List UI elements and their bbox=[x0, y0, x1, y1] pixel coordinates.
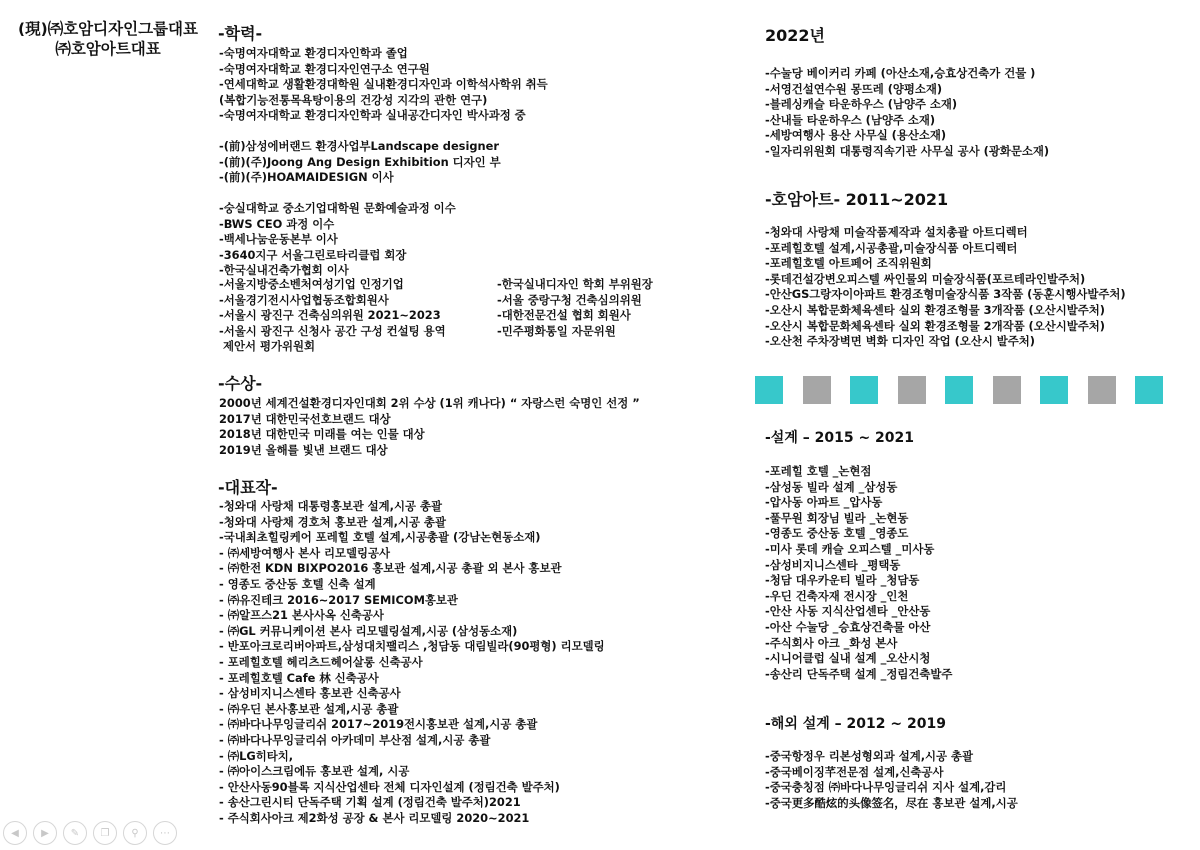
role-item: -서울지방중소벤처여성기업 인정기업 bbox=[219, 277, 404, 291]
roles-left-column bbox=[219, 277, 446, 355]
work-item: - ㈜LG히타치, bbox=[219, 748, 294, 763]
decorative-square bbox=[755, 376, 783, 404]
decorative-square bbox=[850, 376, 878, 404]
role-item: -민주평화통일 자문위원 bbox=[497, 323, 616, 338]
education-item: -연세대학교 생활환경대학원 실내환경디자인과 이학석사학위 취득 bbox=[219, 77, 548, 92]
design-item: -우딘 건축자재 전시장 _인천 bbox=[765, 588, 909, 603]
overseas-item: -중국항정우 리본성형외과 설계,시공 총괄 bbox=[765, 749, 974, 763]
decorative-square bbox=[1088, 376, 1116, 404]
education-item: -숙명여자대학교 환경디자인학과 실내공간디자인 박사과정 중 bbox=[219, 108, 526, 123]
roles-right-column bbox=[497, 277, 653, 339]
work-item: - ㈜아이스크림에듀 홍보관 설계, 시공 bbox=[219, 764, 410, 779]
role-item: -서울 중랑구청 건축심의위원 bbox=[497, 292, 642, 307]
project-2022-item: -블레싱캐슬 타운하우스 (남양주 소재) bbox=[765, 97, 958, 112]
work-item: - ㈜바다나무잉글리쉬 아카데미 부산점 설계,시공 총괄 bbox=[219, 732, 491, 747]
pen-icon[interactable]: ✎ bbox=[63, 821, 87, 845]
design-item: -시니어클럽 실내 설계 _오산시청 bbox=[765, 651, 931, 666]
hoamart-item: -포레힐호텔 아트페어 조직위원회 bbox=[765, 256, 932, 271]
education-item: -숙명여자대학교 환경디자인학과 졸업 bbox=[219, 46, 408, 60]
work-item: - 송산그린시티 단독주택 기획 설계 (정림건축 발주처)2021 bbox=[219, 795, 521, 810]
hoamart-list bbox=[765, 225, 1126, 350]
education-item: -숙명여자대학교 환경디자인연구소 연구원 bbox=[219, 61, 430, 76]
award-item: 2000년 세계건설환경디자인대회 2위 수상 (1위 캐나다) “ 자랑스런 숙명인 선정 ” bbox=[219, 396, 640, 410]
award-item: 2017년 대한민국선호브랜드 대상 bbox=[219, 411, 391, 426]
role-item: -대한전문건설 협회 회원사 bbox=[497, 308, 631, 323]
design-item: -아산 수눌당 _승효상건축물 아산 bbox=[765, 619, 931, 634]
hoamart-item: -안산GS그랑자이아파트 환경조형미술장식품 3작품 (동훈시행사발주처) bbox=[765, 287, 1126, 302]
role-item: -3640지구 서울그린로타리클럽 회장 bbox=[219, 247, 407, 262]
role-item: -숭실대학교 중소기업대학원 문화예술과정 이수 bbox=[219, 201, 456, 215]
role-item: -한국실내디자인 학회 부위원장 bbox=[497, 277, 653, 291]
education-item: (복합기능전통목욕탕이용의 건강성 지각의 관한 연구) bbox=[219, 92, 488, 107]
work-item: - ㈜유진테크 2016~2017 SEMICOM홍보관 bbox=[219, 592, 458, 607]
design-item: -삼성동 빌라 설계 _삼성동 bbox=[765, 479, 898, 494]
project-2022-item: -산내들 타운하우스 (남양주 소재) bbox=[765, 112, 936, 127]
project-2022-item: -일자리위원회 대통령직속기관 사무실 공사 (광화문소재) bbox=[765, 143, 1050, 158]
decorative-square bbox=[803, 376, 831, 404]
education-heading: -학력- bbox=[218, 24, 263, 43]
awards-list bbox=[219, 396, 640, 458]
decorative-square bbox=[945, 376, 973, 404]
hoamart-item: -오산시 복합문화체육센타 실외 환경조형물 2개작품 (오산시발주처) bbox=[765, 318, 1105, 333]
work-item: - ㈜우딘 본사홍보관 설계,시공 총괄 bbox=[219, 701, 399, 716]
project-2022-item: -세방여행사 용산 사무실 (용산소재) bbox=[765, 128, 947, 143]
hoamart-item: -오산천 주차장벽면 벽화 디자인 작업 (오산시 발주처) bbox=[765, 334, 1036, 349]
hoamart-item: -포레힐호텔 설계,시공총괄,미술장식품 아트디렉터 bbox=[765, 240, 1018, 255]
hoamart-heading: -호암아트- 2011~2021 bbox=[765, 190, 949, 209]
award-item: 2018년 대한민국 미래를 여는 인물 대상 bbox=[219, 427, 425, 442]
decorative-square bbox=[993, 376, 1021, 404]
overseas-list bbox=[765, 749, 1018, 811]
title-line-2: ㈜호암아트대표 bbox=[55, 40, 161, 58]
work-item: - 포레힐호텔 Cafe 林 신축공사 bbox=[219, 670, 379, 685]
design-item: -미사 롯데 캐슬 오피스텔 _미사동 bbox=[765, 541, 935, 556]
design-item: -풀무원 회장님 빌라 _논현동 bbox=[765, 510, 909, 525]
slide-nav bbox=[3, 821, 177, 845]
career-item: -(前)(주)HOAMAIDESIGN 이사 bbox=[219, 170, 394, 185]
education-list bbox=[219, 46, 548, 124]
design-item: -주식회사 아크 _화성 본사 bbox=[765, 635, 898, 650]
overseas-item: -중국베이징芊전문점 설계,신축공사 bbox=[765, 764, 944, 779]
career-list bbox=[219, 139, 501, 186]
career-item: -(前)삼성에버랜드 환경사업부Landscape designer bbox=[219, 139, 499, 153]
work-item: - ㈜한전 KDN BIXPO2016 홍보관 설계,시공 총괄 외 본사 홍보관 bbox=[219, 561, 562, 576]
next-icon[interactable]: ▶ bbox=[33, 821, 57, 845]
design-item: -안산 사동 지식산업센타 _안산동 bbox=[765, 604, 931, 619]
work-item: - ㈜알프스21 본사사옥 신축공사 bbox=[219, 608, 384, 623]
project-2022-item: -서영건설연수원 몽뜨레 (양평소재) bbox=[765, 81, 943, 96]
work-item: - ㈜GL 커뮤니케이션 본사 리모델링설계,시공 (삼성동소재) bbox=[219, 623, 518, 638]
work-item: -청와대 사랑채 경호처 홍보관 설계,시공 총괄 bbox=[219, 514, 446, 529]
design-item: -포레힐 호텔 _논현점 bbox=[765, 464, 872, 478]
role-item: -BWS CEO 과정 이수 bbox=[219, 216, 335, 231]
work-item: - 반포아크로리버아파트,삼성대치팰리스 ,청담동 대림빌라(90평형) 리모델링 bbox=[219, 639, 605, 654]
work-item: -국내최초힐링케어 포레힐 호텔 설계,시공총괄 (강남논현동소재) bbox=[219, 530, 541, 545]
decorative-square-strip bbox=[755, 376, 1163, 404]
decorative-square bbox=[1135, 376, 1163, 404]
more-icon[interactable]: ⋯ bbox=[153, 821, 177, 845]
project-2022-item: -수눌당 베이커리 카페 (아산소재,승효상건축가 건물 ) bbox=[765, 66, 1036, 80]
design-heading: -설계 – 2015 ~ 2021 bbox=[765, 430, 915, 446]
design-item: -삼성비지니스센타 _평택동 bbox=[765, 557, 901, 572]
design-item: -송산리 단독주택 설계 _정림건축발주 bbox=[765, 666, 953, 681]
work-item: - ㈜세방여행사 본사 리모델링공사 bbox=[219, 545, 391, 560]
work-item: - 안산사동90블록 지식산업센타 전체 디자인설계 (정림건축 발주처) bbox=[219, 779, 560, 794]
hoamart-item: -청와대 사랑채 미술작품제작과 설치총괄 아트디렉터 bbox=[765, 225, 1028, 239]
design-item: -영종도 중산동 호텔 _영종도 bbox=[765, 526, 909, 541]
zoom-icon[interactable]: ⚲ bbox=[123, 821, 147, 845]
role-item: -서울시 광진구 신청사 공간 구성 컨설팅 용역 bbox=[219, 323, 446, 338]
hoamart-item: -롯데건설강변오피스텔 싸인물외 미술장식품(포르테라인발주처) bbox=[765, 271, 1086, 286]
design-item: -청담 대우카운티 빌라 _청담동 bbox=[765, 573, 920, 588]
works-list bbox=[219, 499, 605, 826]
work-item: - 영종도 중산동 호텔 신축 설계 bbox=[219, 576, 376, 591]
career-item: -(前)(주)Joong Ang Design Exhibition 디자인 부 bbox=[219, 154, 501, 169]
awards-heading: -수상- bbox=[218, 374, 263, 393]
overseas-item: -중국충칭점 ㈜바다나무잉글리쉬 지사 설계,감리 bbox=[765, 780, 1007, 795]
hoamart-item: -오산시 복합문화체육센타 실외 환경조형물 3개작품 (오산시발주처) bbox=[765, 302, 1105, 317]
decorative-square bbox=[1040, 376, 1068, 404]
work-item: - 주식회사아크 제2화성 공장 & 본사 리모델링 2020~2021 bbox=[219, 810, 530, 825]
work-item: - 포레힐호텔 헤리츠드헤어살롱 신축공사 bbox=[219, 654, 423, 669]
works-heading: -대표작- bbox=[218, 478, 278, 497]
design-item: -압사동 아파트 _압사동 bbox=[765, 495, 883, 510]
work-item: - 삼성비지니스센타 홍보관 신축공사 bbox=[219, 686, 401, 701]
year-2022-list bbox=[765, 66, 1049, 160]
decorative-square bbox=[898, 376, 926, 404]
overseas-item: -중국更多酷炫的头像签名，尽在 홍보관 설계,시공 bbox=[765, 795, 1018, 810]
title-line-1: (現)㈜호암디자인그룹대표 bbox=[18, 20, 198, 38]
roles-list bbox=[219, 201, 456, 279]
role-item: -백세나눔운동본부 이사 bbox=[219, 232, 338, 247]
role-item: 제안서 평가위원회 bbox=[219, 339, 315, 354]
presenter-title bbox=[6, 19, 210, 59]
copy-icon[interactable]: ❐ bbox=[93, 821, 117, 845]
work-item: -청와대 사랑채 대통령홍보관 설계,시공 총괄 bbox=[219, 499, 442, 513]
award-item: 2019년 올해를 빛낸 브랜드 대상 bbox=[219, 442, 388, 457]
year-2022-heading: 2022년 bbox=[765, 26, 825, 45]
role-item: -서울시 광진구 건축심의위원 2021~2023 bbox=[219, 308, 441, 323]
work-item: - ㈜바다나무잉글리쉬 2017~2019전시홍보관 설계,시공 총괄 bbox=[219, 717, 538, 732]
design-list bbox=[765, 464, 952, 682]
overseas-heading: -해외 설계 – 2012 ~ 2019 bbox=[765, 716, 946, 732]
role-item: -한국실내건축가협회 이사 bbox=[219, 263, 349, 278]
prev-icon[interactable]: ◀ bbox=[3, 821, 27, 845]
role-item: -서울경기전시사업협동조합회원사 bbox=[219, 292, 389, 307]
